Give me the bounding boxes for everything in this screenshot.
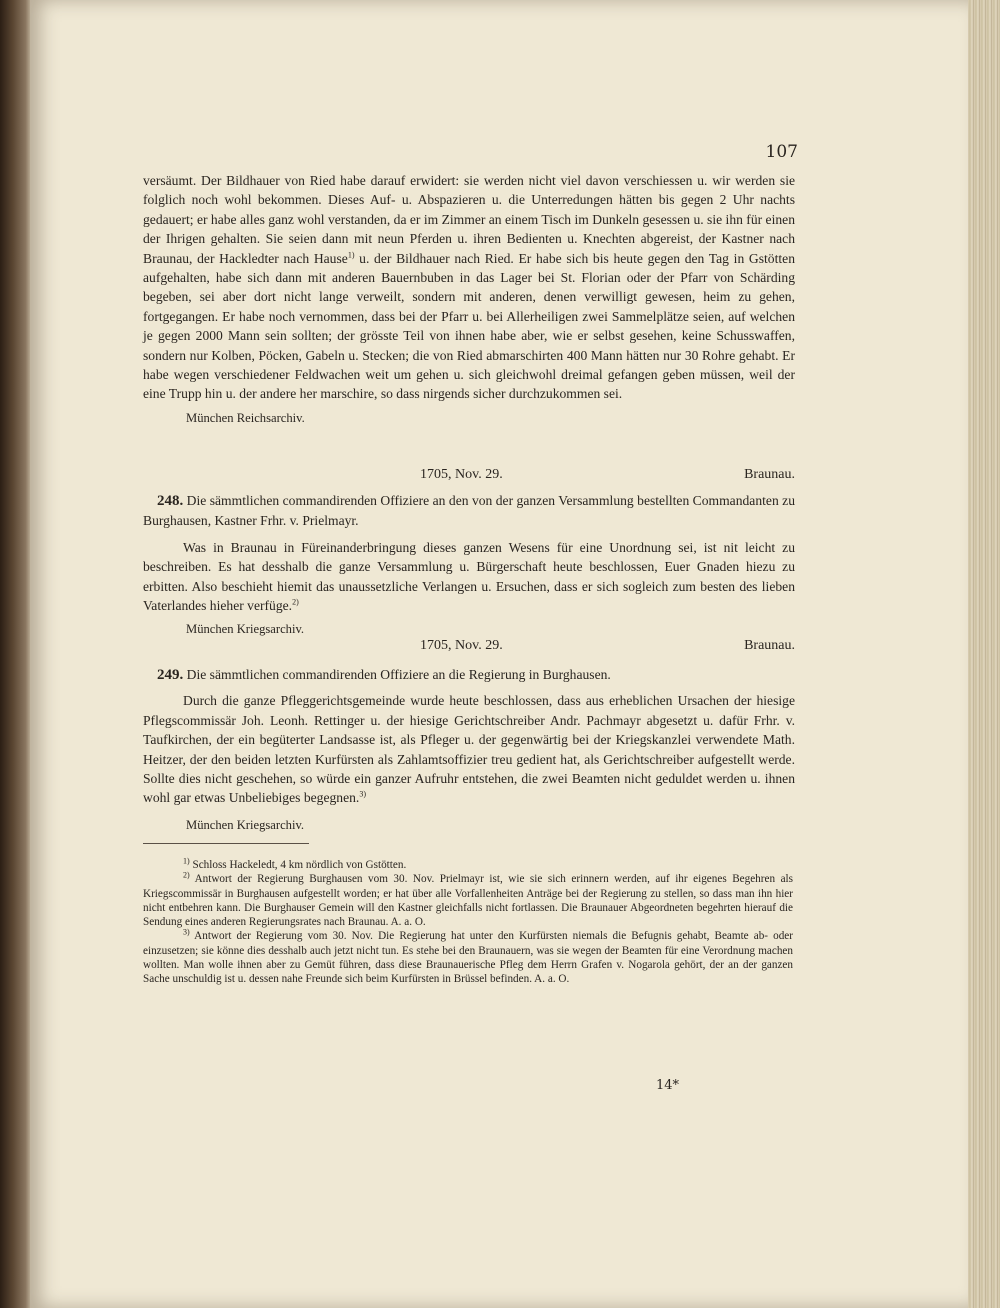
document-place: Braunau. [744, 638, 795, 653]
footnote-mark: 2) [183, 870, 190, 880]
archive-source: München Kriegsarchiv. [186, 817, 305, 832]
archive-source: München Kriegsarchiv. [186, 622, 305, 637]
paragraph-text-cont: u. der Bildhauer nach Ried. Er habe sich bis heute gegen den Tag in Gstötten aufgehalten, habe sich dann mit anderen Bauernbuben in das Lager bei St. Florian oder der Pfarr von Schärding begeben, sei aber dort nicht lange verweilt, sondern mit anderen, denen verwilligt gewesen, heim zu gehen, fortgegangen. Er habe noch vernommen, dass bei der Pfarr u. bei Allerheiligen zwei Sammelplätze seien, auf welchen je gegen 2000 Mann sein sollten; der grösste Teil von ihnen habe aber, wie er selbst gesehen, keine Schusswaffen, sondern nur Kolben, Pöcken, Gabeln u. Stecken; die von Ried abmarschirten 400 Mann hätten nur 30 Rohre gehabt. Er habe wegen verschiedener Feldwachen weit um gehen u. sich gleichwohl dreimal gefangen geben müssen, weil der eine Trupp hin u. der andere her marschire, so dass nirgends sicher durchzukommen sei. [143, 250, 795, 402]
document-body: Was in Braunau in Füreinanderbringung dieses ganzen Wesens für eine Unordnung sei, ist nit leicht zu beschreiben. Es hat desshalb die ganze Versammlung u. Bürgerschaft heute beschlossen, Euer Gnaden hiezu zu erbitten. Also beschieht hiemit das unaussetzliche Verlangen u. Ersuchen, dass er sich sogleich zum besten des lieben Vaterlandes hieher verfüge. [143, 539, 795, 614]
document-number: 249. [157, 667, 184, 683]
footnote-ref-3: 3) [359, 789, 366, 799]
footnote [143, 929, 793, 986]
document-body: Durch die ganze Pfleggerichtsgemeinde wurde heute beschlossen, dass aus erheblichen Ursachen der hiesige Pflegscommissär Joh. Leonh. Rettinger u. der hiesige Gerichtschreiber Andr. Pachmayr abgesetzt u. dafür Frhr. v. Taufkirchen, der ein begüterter Landsasse ist, als Pfleger u. der gegenwärtig bei der Kriegskanzlei verwendete Math. Heitzer, der den beiden letzten Kurfürsten als Zahlamtsoffizier treu gedient hat, als Gerichtschreiber aufgestellt werde. Sollte dies nicht geschehen, so würde ein ganzer Aufruhr entstehen, die zwei Beamten nicht geduldet werden u. ihnen wohl gar etwas Unbeliebiges begegnen. [143, 693, 795, 806]
footnote [143, 858, 793, 872]
footnote-ref-2: 2) [292, 597, 299, 607]
footnote-mark: 1) [183, 856, 190, 866]
document-place: Braunau. [744, 467, 795, 482]
document-heading: Die sämmtlichen commandirenden Offiziere an die Regierung in Burghausen. [183, 667, 611, 682]
paragraph-text: versäumt. Der Bildhauer von Ried habe darauf erwidert: sie werden nicht viel davon verschiessen u. wir werden sie folglich noch wohl bekommen. Dieses Auf- u. Abspazieren u. die Unterredungen hätten bis gegen 2 Uhr nachts gedauert; er habe alles ganz wohl verstanden, da er im Zimmer an einem Tisch im Dunkeln gesessen u. sie ihn für einen der Ihrigen gehalten. Sie seien dann mit neun Pferden u. ihren Bedienten u. Knechten abgereist, der Kastner nach Braunau, der Hackledter nach Hause [143, 173, 795, 266]
footnote-text: Schloss Hackeledt, 4 km nördlich von Gstötten. [189, 859, 407, 871]
page-stack-edge [968, 0, 1000, 1308]
continued-paragraph [143, 171, 795, 428]
footnotes [143, 858, 793, 987]
footnote-mark: 3) [183, 927, 190, 937]
page-number: 107 [765, 142, 798, 162]
footnote-text: Antwort der Regierung vom 30. Nov. Die Regierung hat unter den Kurfürsten niemals die Befugnis gehabt, Beamte ab- oder einzusetzen; sie könne dies desshalb auch jetzt nicht tun. Es stehe bei den Braunauern, was sie wegen der Beamten für eine Verordnung machen wollten. Man wolle ihnen aber zu Gemüt führen, dass diese Braunauerische Pfleg dem Herrn Grafen v. Nogarola gehört, der an der ganzen Sache unschuldig ist u. dessen nahe Freunde sich beim Kurfürsten in Brüssel befinden. A. a. O. [143, 930, 793, 986]
document-249 [143, 665, 795, 835]
document-number: 248. [157, 493, 184, 509]
footnote [143, 872, 793, 929]
footnote-text: Antwort der Regierung Burghausen vom 30. Nov. Prielmayr ist, wie sie sich erinnern werden, auf ihr eigenes Begehren als Kriegscommissär in Burghausen aufgestellt worden; er hat über alle Vorfallenheiten Anträge bei der Regierung zu stellen, so dass man ihn hier nicht entbehren kann. Die Burghauser Gemein will den Kastner gleichfalls nicht fortlassen. Die Braunauer Abgeordneten begehrten hierauf die Sendung eines anderen Regierungsrates nach Braunau. A. a. O. [143, 873, 793, 929]
archive-source: München Reichsarchiv. [186, 410, 305, 425]
book-binding-edge [0, 0, 32, 1308]
sheet-signature: 14* [656, 1078, 680, 1093]
footnote-divider [143, 843, 309, 844]
footnote-ref-1: 1) [347, 250, 355, 260]
document-248 [143, 491, 795, 640]
document-heading: Die sämmtlichen commandirenden Offiziere an den von der ganzen Versammlung bestellten Commandanten zu Burghausen, Kastner Frhr. v. Prielmayr. [143, 493, 795, 529]
document-date: 1705, Nov. 29. [420, 638, 503, 653]
document-date: 1705, Nov. 29. [420, 467, 503, 482]
